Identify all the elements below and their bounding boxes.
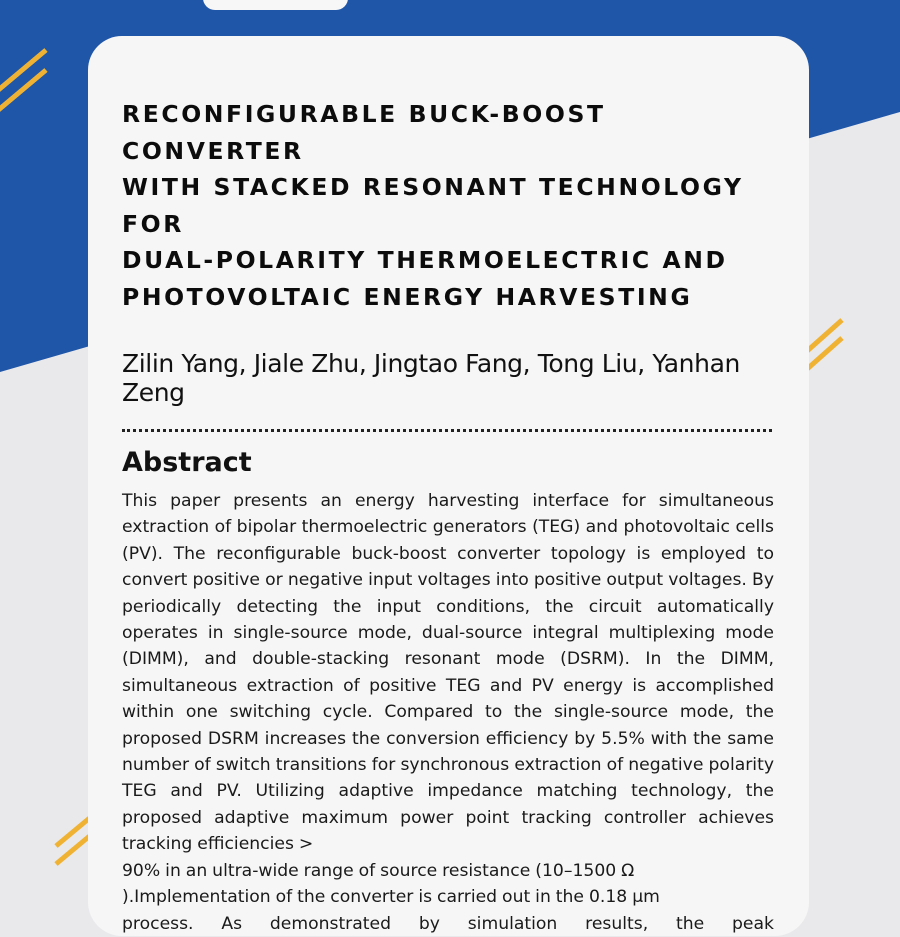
top-tab-shape xyxy=(203,0,348,10)
paper-authors: Zilin Yang, Jiale Zhu, Jingtao Fang, Tong Liu, Yanhan Zeng xyxy=(122,349,740,407)
dotted-divider xyxy=(122,429,772,432)
abstract-heading: Abstract xyxy=(122,447,252,478)
paper-content xyxy=(122,96,774,937)
abstract-paragraph-1: This paper presents an energy harvesting interface for simultaneous extraction of bipolar thermoelectric generators (TEG) and photovoltaic cells (PV). The reconfigurable buck-boost converter topology is employed to convert positive or negative input voltages into positive output voltages. By periodically detecting the input conditions, the circuit automatically operates in single-source mode, dual-source integral multiplexing mode (DIMM), and double-stacking resonant mode (DSRM). In the DIMM, simultaneous extraction of positive TEG and PV energy is accomplished within one switching cycle. Compared to the single-source mode, the proposed DSRM increases the conversion efficiency by 5.5% with the same number of switch transitions for synchronous extraction of negative polarity TEG and PV. Utilizing adaptive impedance matching technology, the proposed adaptive maximum power point tracking controller achieves tracking efficiencies > xyxy=(122,491,774,855)
abstract-paragraph-4: process. As demonstrated by simulation results, the peak xyxy=(122,913,774,934)
abstract-paragraph-2: 90% in an ultra-wide range of source resistance (10–1500 Ω xyxy=(122,860,635,881)
decorative-stripes-top-left xyxy=(0,40,60,120)
abstract-paragraph-3: ).Implementation of the converter is carried out in the 0.18 μm xyxy=(122,887,660,908)
paper-title: RECONFIGURABLE BUCK-BOOST CONVERTER WITH STACKED RESONANT TECHNOLOGY FOR DUAL-POLARITY THERMOELECTRIC AND PHOTOVOLTAIC ENERGY HARVESTING xyxy=(122,100,744,311)
abstract-body xyxy=(122,488,774,937)
